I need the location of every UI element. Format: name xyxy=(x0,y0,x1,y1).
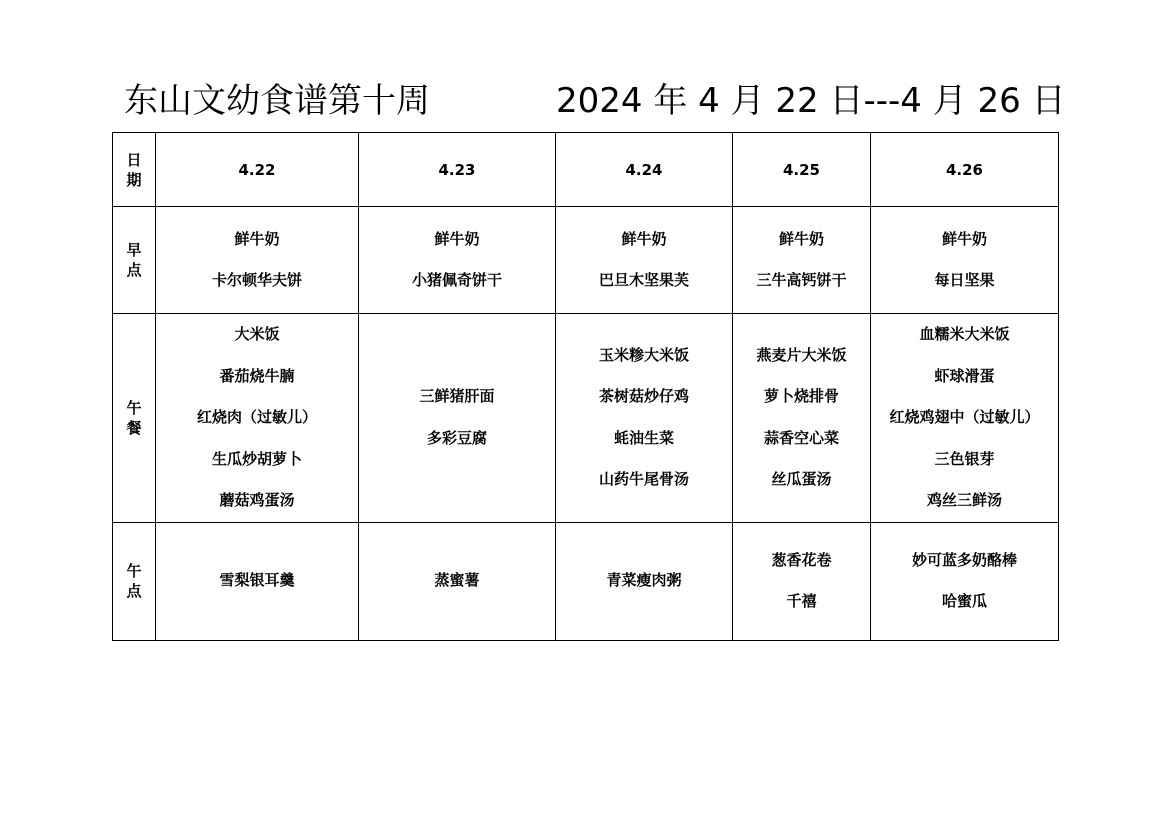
date-cell: 4.22 xyxy=(156,133,359,207)
row-label-lunch xyxy=(113,314,156,523)
menu-item: 三牛高钙饼干 xyxy=(756,271,847,289)
lunch-cell xyxy=(733,314,871,523)
snack-cell xyxy=(359,522,556,640)
breakfast-cell xyxy=(156,207,359,314)
row-label-char: 午 xyxy=(126,398,142,417)
menu-item: 燕麦片大米饭 xyxy=(756,345,847,364)
lunch-cell xyxy=(359,314,556,523)
row-label-char: 午 xyxy=(126,562,142,580)
date-cell: 4.23 xyxy=(359,133,556,207)
menu-item: 红烧肉（过敏儿） xyxy=(196,408,317,426)
menu-item: 卡尔顿华夫饼 xyxy=(211,271,302,289)
snack-cell xyxy=(733,522,871,640)
menu-item: 千禧 xyxy=(786,592,817,610)
menu-item: 小猪佩奇饼干 xyxy=(411,271,502,289)
menu-item: 蒸蜜薯 xyxy=(434,571,480,590)
row-label-date xyxy=(113,133,156,207)
lunch-cell xyxy=(156,314,359,523)
snack-cell xyxy=(871,522,1059,640)
lunch-cell xyxy=(556,314,733,523)
menu-item: 鲜牛奶 xyxy=(621,229,667,248)
breakfast-cell xyxy=(733,207,871,314)
date-row xyxy=(113,133,1059,207)
menu-item: 妙可蓝多奶酪棒 xyxy=(911,550,1017,569)
date-cell: 4.24 xyxy=(556,133,733,207)
menu-item: 大米饭 xyxy=(234,325,280,343)
lunch-row xyxy=(113,314,1059,523)
breakfast-cell xyxy=(871,207,1059,314)
menu-item: 虾球滑蛋 xyxy=(934,366,995,385)
menu-item: 巴旦木坚果芙 xyxy=(598,271,689,289)
row-label-char: 日 xyxy=(126,150,142,169)
breakfast-cell xyxy=(556,207,733,314)
menu-item: 番茄烧牛腩 xyxy=(219,366,295,385)
menu-item: 血糯米大米饭 xyxy=(919,325,1010,343)
menu-item: 鲜牛奶 xyxy=(778,229,824,248)
date-cell: 4.25 xyxy=(733,133,871,207)
row-label-snack xyxy=(113,522,156,640)
row-label-char: 点 xyxy=(126,261,142,279)
menu-item: 蒜香空心菜 xyxy=(763,428,839,447)
menu-item: 蚝油生菜 xyxy=(613,428,674,447)
snack-cell xyxy=(556,522,733,640)
breakfast-cell xyxy=(359,207,556,314)
menu-item: 哈蜜瓜 xyxy=(941,592,987,610)
page-title: 东山文幼食谱第十周 xyxy=(124,81,430,121)
menu-item: 生瓜炒胡萝卜 xyxy=(211,449,302,468)
lunch-cell xyxy=(871,314,1059,523)
row-label-char: 早 xyxy=(126,241,142,259)
snack-cell xyxy=(156,522,359,640)
menu-item: 鲜牛奶 xyxy=(234,229,280,248)
menu-item: 葱香花卷 xyxy=(771,550,832,569)
menu-item: 鲜牛奶 xyxy=(941,229,987,248)
snack-row xyxy=(113,522,1059,640)
menu-item: 丝瓜蛋汤 xyxy=(771,470,832,489)
date-cell: 4.26 xyxy=(871,133,1059,207)
date-range: 2024 年 4 月 22 日---4 月 26 日 xyxy=(556,81,1066,121)
menu-item: 雪梨银耳羹 xyxy=(219,571,295,590)
menu-item: 茶树菇炒仔鸡 xyxy=(598,387,689,406)
menu-item: 多彩豆腐 xyxy=(426,428,487,447)
menu-item: 每日坚果 xyxy=(934,271,995,289)
menu-item: 鸡丝三鲜汤 xyxy=(926,491,1002,509)
menu-item: 青菜瘦肉粥 xyxy=(606,571,682,590)
row-label-char: 餐 xyxy=(126,418,142,437)
menu-item: 三色银芽 xyxy=(934,449,995,468)
menu-item: 三鲜猪肝面 xyxy=(419,387,495,406)
breakfast-row xyxy=(113,207,1059,314)
weekly-menu-table xyxy=(112,132,1059,641)
row-label-char: 期 xyxy=(126,170,142,189)
menu-item: 玉米糁大米饭 xyxy=(598,345,689,364)
menu-item: 鲜牛奶 xyxy=(434,229,480,248)
row-label-char: 点 xyxy=(126,582,142,600)
menu-item: 萝卜烧排骨 xyxy=(763,387,839,406)
menu-item: 蘑菇鸡蛋汤 xyxy=(219,491,295,509)
menu-item: 山药牛尾骨汤 xyxy=(598,470,689,489)
menu-item: 红烧鸡翅中（过敏儿） xyxy=(889,408,1040,426)
row-label-breakfast xyxy=(113,207,156,314)
